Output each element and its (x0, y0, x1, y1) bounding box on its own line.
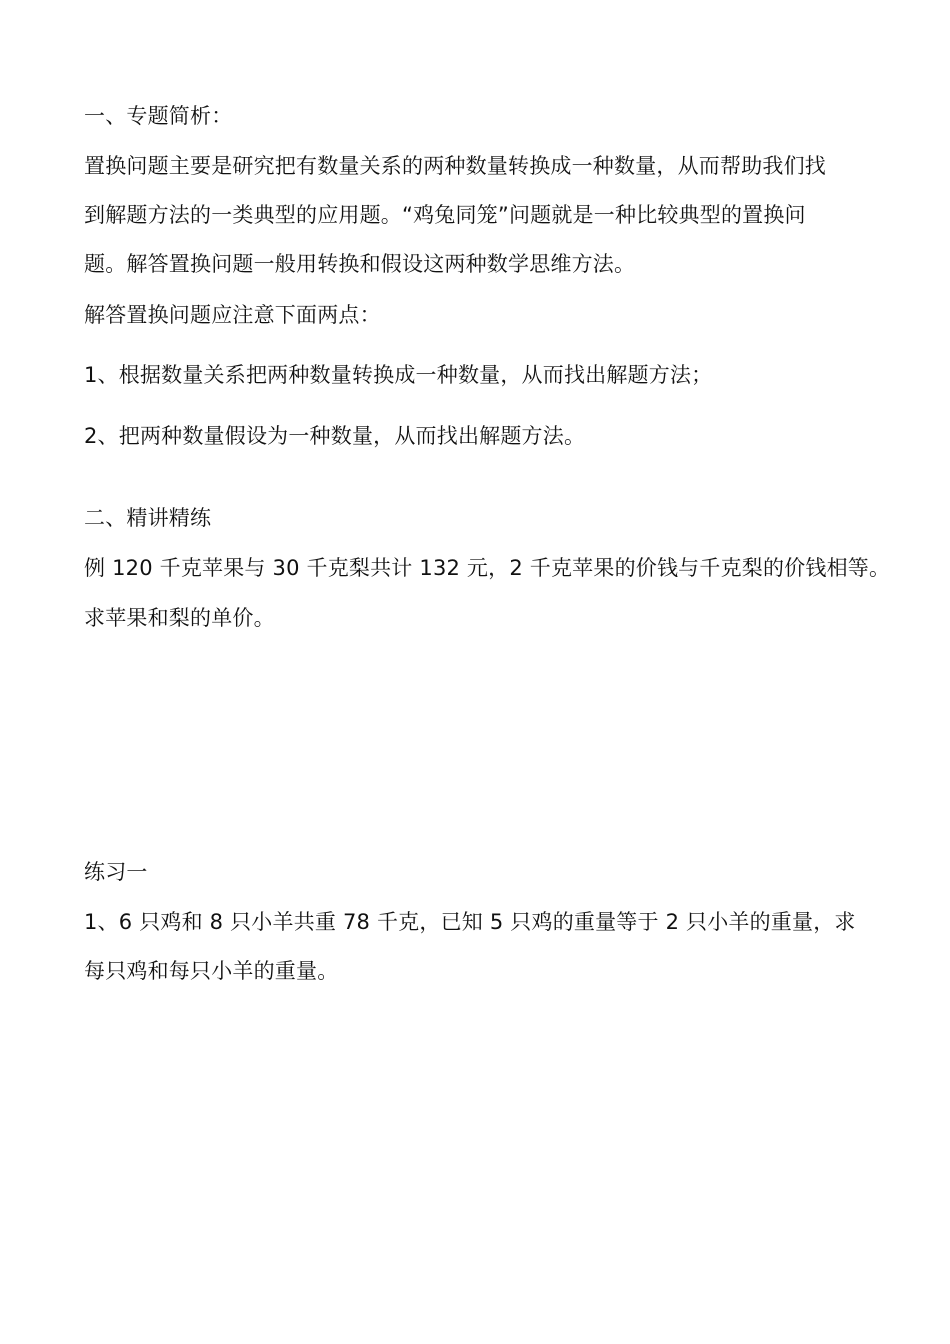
point-1: 1、根据数量关系把两种数量转换成一种数量，从而找出解题方法； (84, 363, 713, 387)
section-heading-practice: 二、精讲精练 (84, 506, 212, 530)
intro-line-1: 置换问题主要是研究把有数量关系的两种数量转换成一种数量，从而帮助我们找 (84, 154, 826, 178)
intro-line-3: 题。解答置换问题一般用转换和假设这两种数学思维方法。 (84, 252, 636, 276)
practice-heading: 练习一 (84, 860, 148, 884)
practice-problem-line-2: 每只鸡和每只小羊的重量。 (84, 959, 339, 983)
note-heading: 解答置换问题应注意下面两点： (84, 303, 381, 327)
practice-problem-line-1: 1、6 只鸡和 8 只小羊共重 78 千克，已知 5 只鸡的重量等于 2 只小羊的重量，求 (84, 910, 856, 934)
example-line-1: 例 120 千克苹果与 30 千克梨共计 132 元，2 千克苹果的价钱与千克梨的价钱相等。 (84, 556, 891, 580)
intro-line-2: 到解题方法的一类典型的应用题。“鸡兔同笼”问题就是一种比较典型的置换问 (84, 203, 806, 227)
example-line-2: 求苹果和梨的单价。 (84, 606, 275, 630)
section-heading-analysis: 一、专题简析： (84, 104, 233, 128)
point-2: 2、把两种数量假设为一种数量，从而找出解题方法。 (84, 424, 586, 448)
